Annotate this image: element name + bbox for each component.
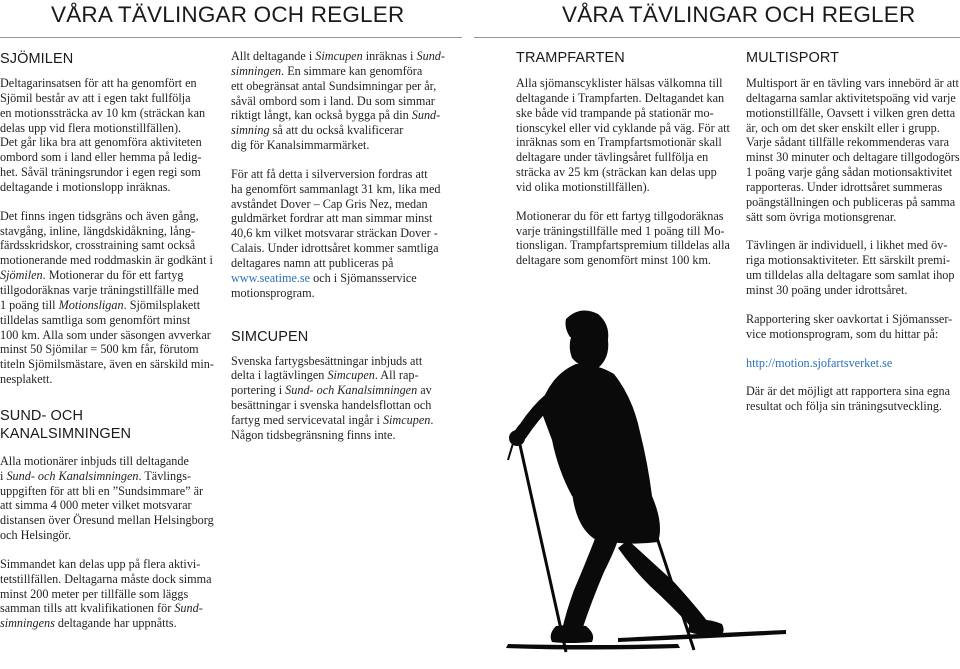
- sund-paragraph-1: Alla motionärer inbjuds till deltagande i Sund- och Kanalsimningen. Tävlings- uppgiften för att bli en ”Sundsimmare” är att simma 4 000 meter vilket motsvarar distansen över Öresund mellan Helsingborg och Helsingör.: [0, 453, 214, 543]
- multisport-paragraph-3: Rapportering sker oavkortat i Sjömansser- vice motionsprogram, som du hittar på:: [746, 311, 953, 341]
- multisport-paragraph-4: Där är det möjligt att rapportera sina egna resultat och följa sin träningsutveckling.: [746, 384, 951, 414]
- column-simning: [231, 49, 457, 443]
- sund-paragraph-2: Simmandet kan delas upp på flera aktivi- tetstillfällen. Deltagarna måste dock simma minst 200 meter per tillfälle som läggs samman tills att kvalifikationen för Sund- simningens deltagande har uppnåtts.: [0, 556, 212, 631]
- header-divider-right: [474, 37, 960, 38]
- page-title-right: VÅRA TÄVLINGAR OCH REGLER: [562, 2, 916, 27]
- sjomilen-paragraph-1: Deltagarinsatsen för att ha genomfört en Sjömil består av att i egen takt fullfölja en motionssträcka av 10 km (sträckan kan delas upp vid flera motionstillfällen). Det går lika bra att genomföra aktiviteten ombord som i land eller hemma på ledig- het. Såväl träningsrundor i egen regi som deltagande i motionslopp inräknas.: [0, 76, 206, 194]
- kanalsimmar-paragraph: För att få detta i silverversion fordras att ha genomfört sammanlagt 31 km, lika med avståndet Dover – Cap Gris Nez, medan guldmärket fordrar att man simmar minst 40,6 km vilket motsvarar sträckan Dover - Calais. Under idrottsåret kommer samtliga deltagares namn att publiceras på www.seatime.se och i Sjömansservice motionsprogram.: [231, 166, 441, 300]
- multisport-paragraph-1: Multisport är en tävling vars innebörd är att deltagarna samlar aktivitetspoäng vid varje motionstillfälle, Oavsett i vilken gren detta är, och om det sker enskilt eller i grupp. Varje sådant tillfälle rekommenderas vara minst 30 minuter och deltagare tillgodogörs 1 poäng varje gång sådan motionsaktivitet rapporteras. Under idrottsåret summeras poängställningen och publiceras på samma sätt som övriga motionsgrenar.: [746, 76, 960, 224]
- column-trampfarten: [516, 49, 738, 268]
- simcupen-paragraph: Svenska fartygsbesättningar inbjuds att delta i lagtävlingen Simcupen. All rap- portering i Sund- och Kanalsimningen av besättningar i svenska handelsflottan och fartyg med servicevatal ingår i Simcupen. Någon tidsbegränsning finns inte.: [231, 353, 434, 442]
- section-heading-simcupen: SIMCUPEN: [231, 328, 309, 345]
- section-heading-sjomilen: SJÖMILEN: [0, 51, 74, 67]
- section-heading-trampfarten: TRAMPFARTEN: [516, 50, 625, 66]
- header-divider-left: [0, 37, 462, 38]
- multisport-paragraph-2: Tävlingen är individuell, i likhet med öv- riga motionsaktiviteter. Ett särskilt premi- um tilldelas alla deltagare som samlat ihop minst 30 poäng under idrottsåret.: [746, 238, 955, 297]
- cross-country-skier-silhouette-icon: [468, 300, 788, 669]
- sjomilen-paragraph-2: Det finns ingen tidsgräns och även gång, stavgång, inline, längdskidåkning, lång- färdsskridskor, crosstraining samt också motionerande med roddmaskin är godkänt i Sjömilen. Motionerar du för ett fartyg tillgodoräknas varje träningstillfälle med 1 poäng till Motionsligan. Sjömilsplakett tilldelas samtliga som genomfört minst 100 km. Alla som under säsongen avverkar minst 50 Sjömilar = 500 km får, förutom titeln Sjömilsmästare, även en särskild min- nesplakett.: [0, 208, 214, 387]
- page-title-left: VÅRA TÄVLINGAR OCH REGLER: [51, 2, 405, 27]
- trampfarten-paragraph-2: Motionerar du för ett fartyg tillgodoräknas varje träningstillfälle med 1 poäng till Mo- tionsligan. Trampfartspremium tilldelas alla deltagare som genomfört minst 100 km.: [516, 208, 730, 268]
- trampfarten-paragraph-1: Alla sjömanscyklister hälsas välkomna till deltagande i Trampfarten. Deltagandet kan ske både vid trampande på stationär mo- tionscykel eller vid cyklande på väg. För att inräknas som en Trampfartsmotionär skall deltagare under tävlingsåret fullfölja en sträcka av 25 km (sträckan kan delas upp vid olika motionstillfällen).: [516, 76, 730, 194]
- section-heading-sund: SUND- OCH KANALSIMNINGEN: [0, 407, 132, 442]
- sjofartsverket-link[interactable]: http://motion.sjofartsverket.se: [746, 355, 893, 370]
- sund-continuation-paragraph: Allt deltagande i Simcupen inräknas i Sund- simningen. En simmare kan genomföra ett obegränsat antal Sundsimningar per år, såväl ombord som i land. Du som simmar riktigt långt, kan också bygga på din Sund- simning så att du också kvalificerar dig för Kanalsimmarmärket.: [231, 49, 445, 153]
- column-sjomilen: [0, 50, 222, 631]
- seatime-link[interactable]: www.seatime.se: [231, 270, 311, 285]
- section-heading-multisport: MULTISPORT: [746, 50, 840, 66]
